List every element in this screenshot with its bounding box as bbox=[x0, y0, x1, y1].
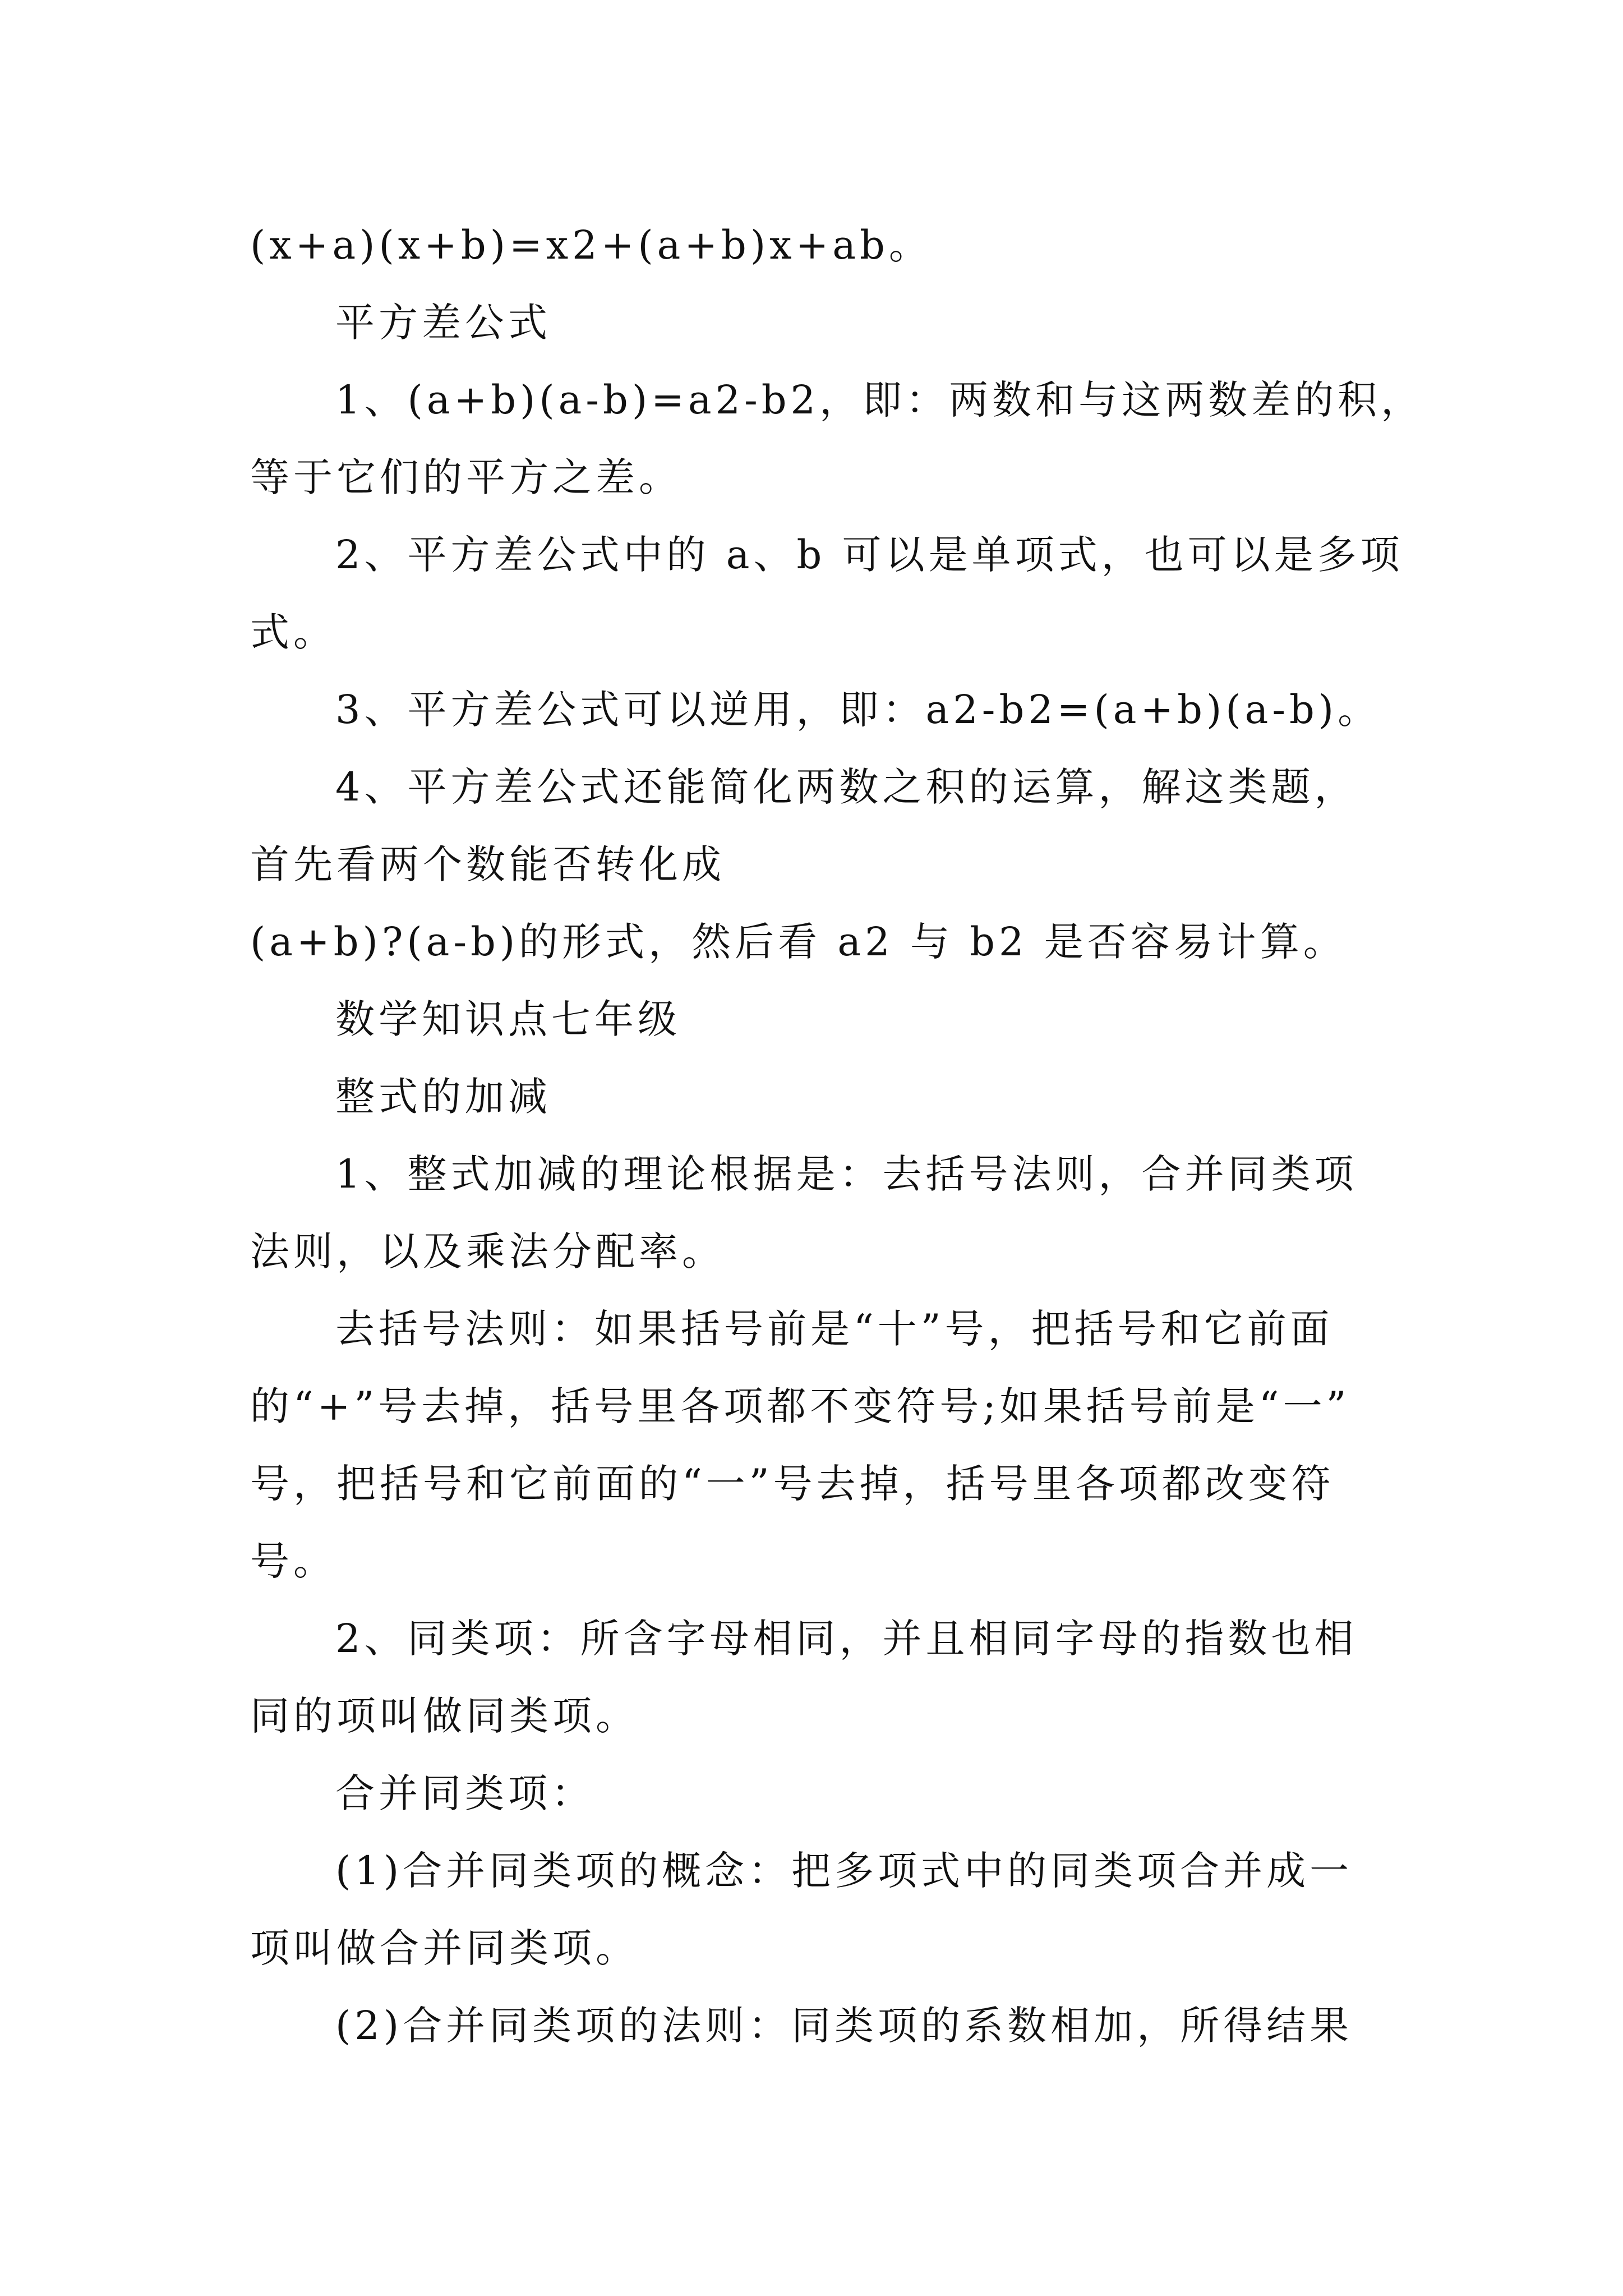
text-line: 号，把括号和它前面的“一”号去掉，括号里各项都改变符 bbox=[250, 1461, 1335, 1507]
text-line: (x+a)(x+b)=x2+(a+b)x+ab。 bbox=[250, 222, 932, 268]
text-line: 同的项叫做同类项。 bbox=[250, 1693, 639, 1739]
section-heading: 数学知识点七年级 bbox=[335, 996, 681, 1042]
section-heading: 整式的加减 bbox=[335, 1074, 551, 1120]
text-line: (a+b)?(a-b)的形式，然后看 a2 与 b2 是否容易计算。 bbox=[250, 919, 1347, 965]
text-line: 去括号法则：如果括号前是“十”号，把括号和它前面 bbox=[335, 1306, 1334, 1352]
text-line: 1、(a+b)(a-b)=a2-b2，即：两数和与这两数差的积， bbox=[335, 377, 1424, 423]
text-line: 1、整式加减的理论根据是：去括号法则，合并同类项 bbox=[335, 1151, 1358, 1197]
text-line: 首先看两个数能否转化成 bbox=[250, 841, 725, 887]
text-line: 的“+”号去掉，括号里各项都不变符号;如果括号前是“一” bbox=[250, 1383, 1350, 1429]
text-line: 2、同类项：所含字母相同，并且相同字母的指数也相 bbox=[335, 1616, 1358, 1662]
text-line: 号。 bbox=[250, 1538, 336, 1584]
text-line: 法则，以及乘法分配率。 bbox=[250, 1228, 725, 1274]
text-line: 式。 bbox=[250, 609, 336, 655]
text-line: 3、平方差公式可以逆用，即：a2-b2=(a+b)(a-b)。 bbox=[335, 687, 1381, 733]
section-heading: 平方差公式 bbox=[335, 300, 551, 346]
text-line: 合并同类项： bbox=[335, 1770, 594, 1816]
text-line: 4、平方差公式还能简化两数之积的运算，解这类题， bbox=[335, 764, 1358, 810]
text-line: 等于它们的平方之差。 bbox=[250, 454, 682, 500]
text-line: 2、平方差公式中的 a、b 可以是单项式，也可以是多项 bbox=[335, 532, 1404, 578]
text-line: (1)合并同类项的概念：把多项式中的同类项合并成一 bbox=[335, 1848, 1353, 1894]
text-line: (2)合并同类项的法则：同类项的系数相加，所得结果 bbox=[335, 2003, 1353, 2049]
document-body bbox=[250, 206, 1424, 2064]
text-line: 项叫做合并同类项。 bbox=[250, 1925, 639, 1971]
